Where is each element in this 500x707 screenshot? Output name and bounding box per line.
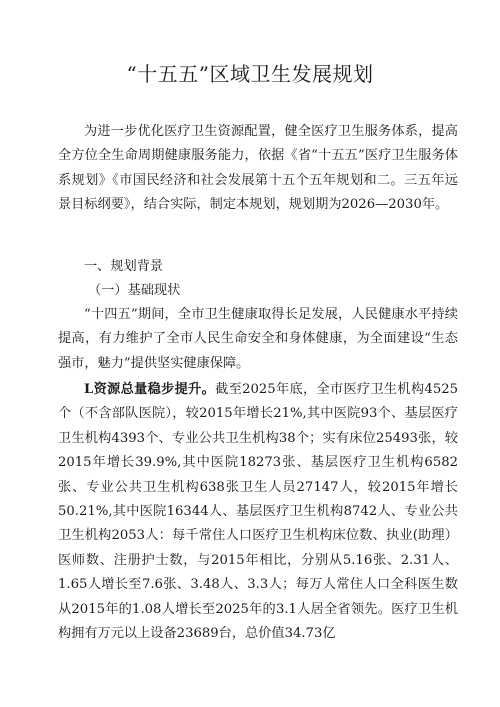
background-paragraph: “十四五”期间，全市卫生健康取得长足发展，人民健康水平持续提高，有力维护了全市人民生命安全和身体健康，为全面建设“生态强市，魅力”提供坚实健康保障。 [58,307,458,371]
resources-body-text: 截至2025年底，全市医疗卫生机构4525个（不含部队医院），较2015年增长21%,其中医院93个、基层医疗卫生机构4393个、专业公共卫生机构38个；实有床位25493张，较2015年增长39.9%,其中医院18273张、基层医疗卫生机构6582张、专业公共卫生机构638张卫生人员27147人，较2015年增长50.21%,其中医院16344人、基层医疗卫生机构8742人、专业公共卫生机构2053人：每千常住人口医疗卫生机构床位数、执业(助理）医师数、注册护士数，与2015年相比，分别从5.16张、2.31人、1.65人增长至7.6张、3.48人、3.3人；每万人常住人口全科医生数从2015年的1.08人增长至2025年的3.1人居全省领先。医疗卫生机构拥有万元以上设备23689台，总价值34.73亿 [58,382,458,642]
subsection-heading-current-status: （一）基础现状 [88,283,181,298]
section-heading-background: 一、规划背景 [84,259,164,274]
resources-paragraph [58,378,458,646]
document-title: “十五五”区域卫生发展规划 [126,62,374,86]
intro-paragraph: 为进一步优化医疗卫生资源配置，健全医疗卫生服务体系，提高全方位全生命周期健康服务能力，依据《省“十五五”医疗卫生服务体系规划》《市国民经济和社会发展第十五个五年规划和二。三五年远景目标纲要》，结合实际，制定本规划，规划期为2026—2030年。 [58,124,458,213]
resources-lead-sentence: L资源总量稳步提升。 [84,382,216,397]
